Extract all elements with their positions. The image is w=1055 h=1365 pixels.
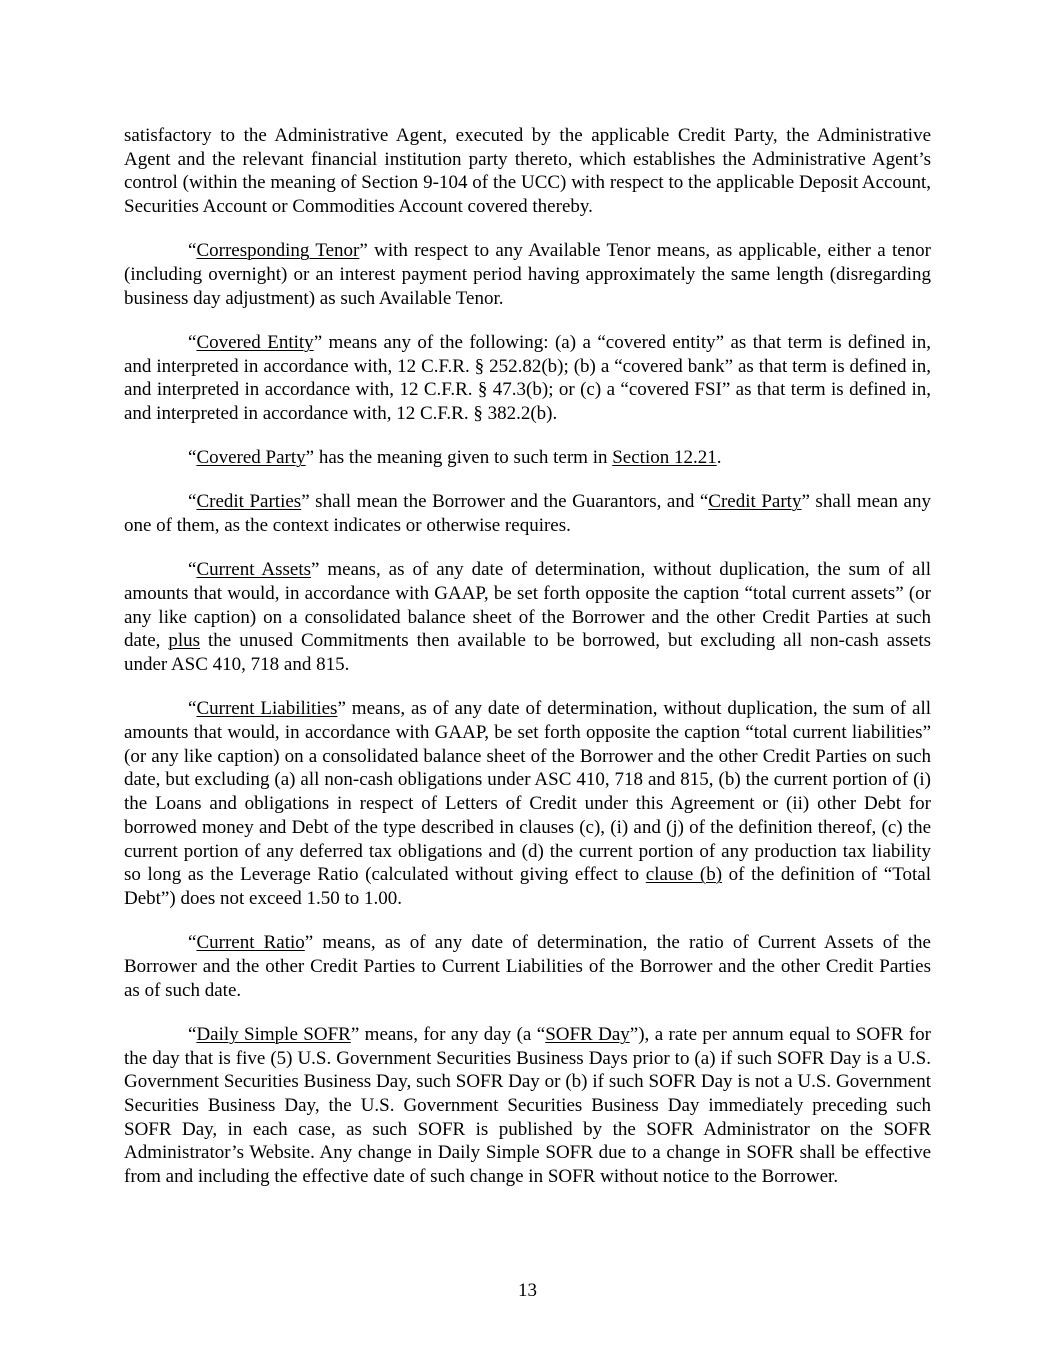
definition-text-end: ” shall mean any one of them, as the context indicates or otherwise requires. [124,491,931,537]
document-page [124,124,931,1209]
definition-current-assets [124,558,931,677]
section-reference: Section 12.21 [612,447,717,469]
defined-term: Current Assets [196,559,312,581]
definition-current-ratio [124,931,931,1002]
definition-covered-entity [124,331,931,426]
defined-term: Covered Party [196,447,306,469]
definition-text-end: of the definition of “Total Debt”) does not exceed 1.50 to 1.00. [124,864,931,909]
definition-text: ” means, as of any date of determination, without duplication, the sum of all amounts that would, in accordance with GAAP, be set forth opposite the caption “total current assets” (or any like caption) on a consolidated balance sheet of the Borrower and the other Credit Parties at such date, [124,559,932,652]
definition-text: ” means, as of any date of determination, without duplication, the sum of all amounts that would, in accordance with GAAP, be set forth opposite the caption “total current liabilities” (or any like caption) on a consolidated balance sheet of the Borrower and the other Credit Parties on such date, but excluding (a) all non-cash obligations under ASC 410, 718 and 815, (b) the current portion of (i) the Loans and obligations in respect of Letters of Credit under this Agreement or (ii) other Debt for borrowed money and Debt of the type described in clauses (c), (i) and (j) of the definition thereof, (c) the current portion of any deferred tax obligations and (d) the current portion of any production tax liability so long as the Leverage Ratio (calculated without giving effect to [124,698,932,886]
definition-text: ” shall mean the Borrower and the Guarantors, and “ [301,491,709,513]
page-number: 13 [518,1280,537,1301]
clause-reference: clause (b) [645,864,723,886]
defined-term: Current Liabilities [196,698,338,720]
open-quote: “ [188,240,197,262]
defined-term-secondary: SOFR Day [545,1023,630,1045]
emphasis-plus: plus [168,630,201,652]
definition-text: ” means, for any day (a “ [350,1023,546,1045]
definition-text-end: the unused Commitments then available to be borrowed, but excluding all non-cash assets under ASC 410, 718 and 815. [124,630,931,676]
defined-term: Covered Entity [196,331,314,353]
paragraph-intro [124,124,931,219]
definition-text: ” has the meaning given to such term in [305,447,613,469]
definition-daily-simple-sofr [124,1023,931,1189]
open-quote: “ [188,559,197,581]
open-quote: “ [188,932,197,954]
definition-text: ” means any of the following: (a) a “covered entity” as that term is defined in, and interpreted in accordance with, 12 C.F.R. § 252.82(b); (b) a “covered bank” as that term is defined in, and interpreted in accordance with, 12 C.F.R. § 47.3(b); or (c) a “covered FSI” as that term is defined in, and interpreted in accordance with, 12 C.F.R. § 382.2(b). [124,331,931,425]
defined-term: Credit Parties [196,491,302,513]
open-quote: “ [188,1023,197,1045]
open-quote: “ [188,491,197,513]
definition-text: ” means, as of any date of determination, the ratio of Current Assets of the Borrower and the other Credit Parties to Current Liabilities of the Borrower and the other Credit Parties as of such date. [124,932,931,1001]
open-quote: “ [188,447,197,469]
defined-term-secondary: Credit Party [708,491,802,513]
definition-text-end: ”), a rate per annum equal to SOFR for the day that is five (5) U.S. Government Securities Business Days prior to (a) if such SOFR Day is a U.S. Government Securities Business Day, such SOFR Day or (b) if such SOFR Day is not a U.S. Government Securities Business Day, the U.S. Government Securities Business Day immediately preceding such SOFR Day, in each case, as such SOFR is published by the SOFR Administrator on the SOFR Administrator’s Website. Any change in Daily Simple SOFR due to a change in SOFR shall be effective from and including the effective date of such change in SOFR without notice to the Borrower. [124,1023,932,1188]
defined-term: Daily Simple SOFR [196,1023,351,1045]
defined-term: Current Ratio [196,932,305,954]
open-quote: “ [188,331,197,353]
paragraph-text: satisfactory to the Administrative Agent, executed by the applicable Credit Party, the Administrative Agent and the relevant financial institution party thereto, which establishes the Administrative Agent’s control (within the meaning of Section 9-104 of the UCC) with respect to the applicable Deposit Account, Securities Account or Commodities Account covered thereby. [124,125,931,218]
definition-corresponding-tenor [124,239,931,310]
definition-text-end: . [716,447,722,469]
definition-covered-party [124,446,931,470]
definition-credit-parties [124,490,931,537]
defined-term: Corresponding Tenor [196,240,360,262]
definition-text: ” with respect to any Available Tenor means, as applicable, either a tenor (including overnight) or an interest payment period having approximately the same length (disregarding business day adjustment) as such Available Tenor. [124,240,931,309]
definition-current-liabilities [124,697,931,910]
open-quote: “ [188,698,197,720]
